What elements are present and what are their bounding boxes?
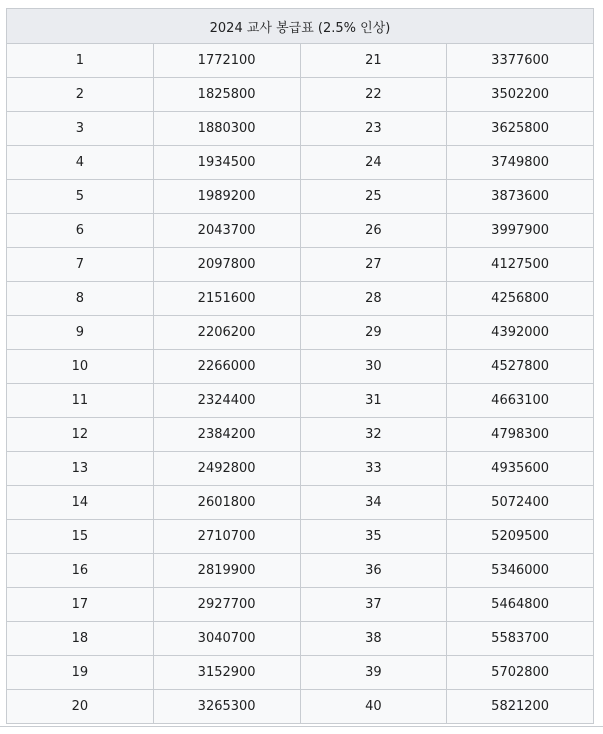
table-row (7, 180, 594, 214)
table-row (7, 588, 594, 622)
table-row (7, 486, 594, 520)
grade-left-cell: 16 (7, 554, 154, 588)
salary-left-cell: 2492800 (153, 452, 300, 486)
table-row (7, 112, 594, 146)
salary-right-cell: 3873600 (447, 180, 594, 214)
salary-right-cell: 5583700 (447, 622, 594, 656)
salary-right-cell: 5464800 (447, 588, 594, 622)
grade-left-cell: 14 (7, 486, 154, 520)
salary-table (6, 8, 594, 724)
table-caption: 2024 교사 봉급표 (2.5% 인상) (7, 9, 594, 44)
salary-right-cell: 4935600 (447, 452, 594, 486)
grade-right-cell: 30 (300, 350, 447, 384)
salary-left-cell: 1989200 (153, 180, 300, 214)
grade-left-cell: 5 (7, 180, 154, 214)
grade-left-cell: 6 (7, 214, 154, 248)
divider (0, 726, 603, 727)
salary-right-cell: 3997900 (447, 214, 594, 248)
grade-left-cell: 18 (7, 622, 154, 656)
table-row (7, 146, 594, 180)
salary-table-container (6, 8, 594, 724)
salary-left-cell: 2384200 (153, 418, 300, 452)
salary-right-cell: 4527800 (447, 350, 594, 384)
grade-right-cell: 38 (300, 622, 447, 656)
salary-right-cell: 4663100 (447, 384, 594, 418)
table-row (7, 452, 594, 486)
grade-right-cell: 25 (300, 180, 447, 214)
table-row (7, 418, 594, 452)
table-row (7, 690, 594, 724)
table-row (7, 622, 594, 656)
grade-left-cell: 4 (7, 146, 154, 180)
grade-right-cell: 28 (300, 282, 447, 316)
salary-right-cell: 3377600 (447, 44, 594, 78)
grade-left-cell: 2 (7, 78, 154, 112)
table-row (7, 656, 594, 690)
salary-right-cell: 5821200 (447, 690, 594, 724)
salary-left-cell: 2043700 (153, 214, 300, 248)
grade-right-cell: 33 (300, 452, 447, 486)
salary-left-cell: 1825800 (153, 78, 300, 112)
salary-right-cell: 4392000 (447, 316, 594, 350)
salary-left-cell: 3152900 (153, 656, 300, 690)
grade-right-cell: 32 (300, 418, 447, 452)
salary-right-cell: 5346000 (447, 554, 594, 588)
table-row (7, 214, 594, 248)
salary-right-cell: 5209500 (447, 520, 594, 554)
grade-left-cell: 20 (7, 690, 154, 724)
grade-right-cell: 26 (300, 214, 447, 248)
salary-left-cell: 2927700 (153, 588, 300, 622)
table-row (7, 282, 594, 316)
salary-right-cell: 5702800 (447, 656, 594, 690)
grade-right-cell: 36 (300, 554, 447, 588)
salary-left-cell: 2151600 (153, 282, 300, 316)
salary-left-cell: 2266000 (153, 350, 300, 384)
grade-left-cell: 9 (7, 316, 154, 350)
grade-right-cell: 21 (300, 44, 447, 78)
grade-right-cell: 29 (300, 316, 447, 350)
salary-left-cell: 1934500 (153, 146, 300, 180)
salary-left-cell: 1772100 (153, 44, 300, 78)
salary-left-cell: 2324400 (153, 384, 300, 418)
salary-right-cell: 3749800 (447, 146, 594, 180)
salary-right-cell: 4798300 (447, 418, 594, 452)
salary-right-cell: 3625800 (447, 112, 594, 146)
salary-left-cell: 1880300 (153, 112, 300, 146)
salary-left-cell: 3265300 (153, 690, 300, 724)
salary-left-cell: 2601800 (153, 486, 300, 520)
grade-right-cell: 37 (300, 588, 447, 622)
grade-left-cell: 11 (7, 384, 154, 418)
grade-left-cell: 3 (7, 112, 154, 146)
table-header-row (7, 9, 594, 44)
grade-left-cell: 13 (7, 452, 154, 486)
salary-left-cell: 3040700 (153, 622, 300, 656)
salary-left-cell: 2819900 (153, 554, 300, 588)
grade-left-cell: 19 (7, 656, 154, 690)
table-row (7, 78, 594, 112)
grade-right-cell: 22 (300, 78, 447, 112)
grade-left-cell: 7 (7, 248, 154, 282)
grade-left-cell: 17 (7, 588, 154, 622)
grade-right-cell: 40 (300, 690, 447, 724)
salary-right-cell: 4127500 (447, 248, 594, 282)
table-body (7, 44, 594, 724)
grade-left-cell: 10 (7, 350, 154, 384)
salary-left-cell: 2097800 (153, 248, 300, 282)
table-row (7, 384, 594, 418)
salary-right-cell: 4256800 (447, 282, 594, 316)
grade-right-cell: 24 (300, 146, 447, 180)
grade-left-cell: 12 (7, 418, 154, 452)
grade-left-cell: 1 (7, 44, 154, 78)
salary-right-cell: 5072400 (447, 486, 594, 520)
grade-left-cell: 15 (7, 520, 154, 554)
grade-left-cell: 8 (7, 282, 154, 316)
table-row (7, 350, 594, 384)
grade-right-cell: 27 (300, 248, 447, 282)
table-row (7, 520, 594, 554)
salary-right-cell: 3502200 (447, 78, 594, 112)
salary-left-cell: 2710700 (153, 520, 300, 554)
salary-left-cell: 2206200 (153, 316, 300, 350)
grade-right-cell: 31 (300, 384, 447, 418)
table-row (7, 248, 594, 282)
grade-right-cell: 35 (300, 520, 447, 554)
table-row (7, 554, 594, 588)
table-row (7, 316, 594, 350)
grade-right-cell: 23 (300, 112, 447, 146)
table-row (7, 44, 594, 78)
grade-right-cell: 34 (300, 486, 447, 520)
grade-right-cell: 39 (300, 656, 447, 690)
